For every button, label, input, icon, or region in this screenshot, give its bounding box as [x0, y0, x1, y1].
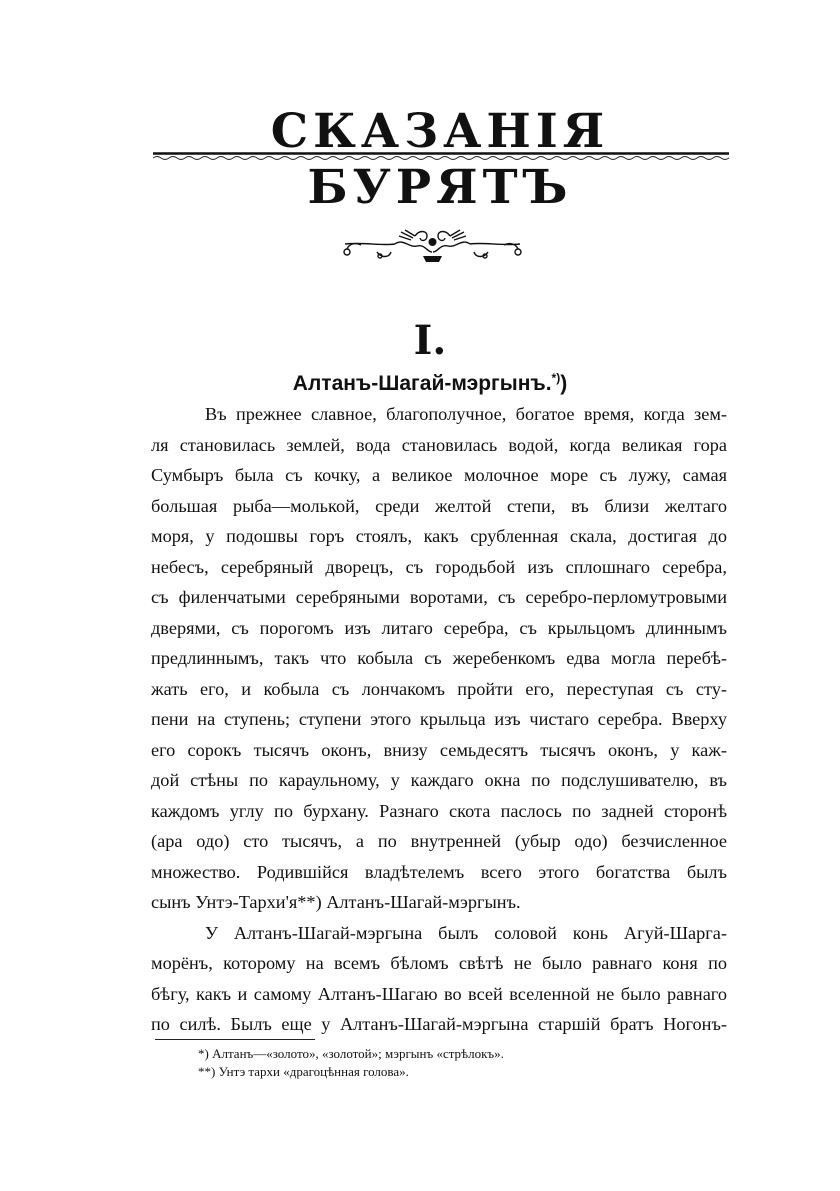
footnote: **) Унтэ тархи «драгоцѣнная голова».	[198, 1064, 409, 1079]
text-line: большая рыба—молькой, среди желтой степи, въ близи желтаго	[151, 495, 727, 516]
text-line: моря, у подошвы горъ стоялъ, какъ срубленная скала, достигая до	[151, 526, 727, 546]
text-line: (ара одо) сто тысячъ, а по внутренней (убыр одо) безчисленное	[151, 831, 727, 851]
footnotes	[198, 1045, 718, 1081]
text-line: ля становилась землей, вода становилась водой, когда великая гора	[151, 434, 727, 455]
footnote: *) Алтанъ—«золото», «золотой»; мэргынъ «стрѣлокъ».	[198, 1046, 504, 1061]
text-line: съ филенчатыми серебряными воротами, съ серебро-перломутровыми	[151, 587, 727, 607]
text-line: сынъ Унтэ-Тархи'я**) Алтанъ-Шагай-мэргынъ.	[151, 892, 521, 912]
page-title: СКАЗАНІЯ БУРЯТЪ	[270, 104, 610, 215]
text-line: бѣгу, какъ и самому Алтанъ-Шагаю во всей вселенной не было равнаго	[151, 983, 727, 1004]
text-line: его сорокъ тысячъ оконъ, внизу семьдесятъ тысячъ оконъ, у каж-	[151, 739, 727, 760]
text-line: предлиннымъ, такъ что кобыла съ жеребенкомъ едва могла перебѣ-	[151, 648, 727, 668]
text-line: небесъ, серебряный дворецъ, съ городьбой изъ сплошнаго серебра,	[151, 556, 727, 577]
text-line: дверями, съ порогомъ изъ литаго серебра, съ крыльцомъ длиннымъ	[151, 617, 727, 638]
chapter-number: I.	[413, 317, 447, 364]
footnote-marker: *)	[551, 371, 561, 385]
text-line: жать его, и кобыла съ лончакомъ пройти его, переступая съ сту-	[151, 678, 727, 699]
text-line: морёнъ, которому на всемъ бѣломъ свѣтѣ не было равнаго коня по	[151, 953, 727, 973]
footnote-divider	[155, 1039, 315, 1040]
chapter-title-text: Алтанъ-Шагай-мэргынъ.	[292, 372, 552, 395]
text-line: У Алтанъ-Шагай-мэргына былъ соловой конь Агуй-Шарга-	[205, 922, 727, 943]
text-line: Сумбыръ была съ кочку, а великое молочное море съ лужу, самая	[151, 465, 727, 485]
text-line: множество. Родившійся владѣтелемъ всего этого богатства былъ	[151, 861, 727, 882]
decorative-ornament-icon	[335, 222, 530, 268]
text-line: Въ прежнее славное, благополучное, богатое время, когда зем-	[205, 404, 727, 424]
text-line: дой стѣны по караульному, у каждаго окна по подслушивателю, въ	[151, 770, 727, 790]
text-line: каждомъ углу по бурхану. Разнаго скота паслось по задней сторонѣ	[151, 800, 727, 821]
text-line: по силѣ. Былъ еще у Алтанъ-Шагай-мэргына старшій братъ Ногонъ-	[151, 1014, 727, 1034]
title-double-rule	[153, 152, 729, 162]
body-text	[151, 399, 727, 1040]
chapter-title: Алтанъ-Шагай-мэргынъ.*))	[292, 371, 568, 395]
text-line: пени на ступень; ступени этого крыльца изъ чистаго серебра. Вверху	[151, 709, 727, 729]
